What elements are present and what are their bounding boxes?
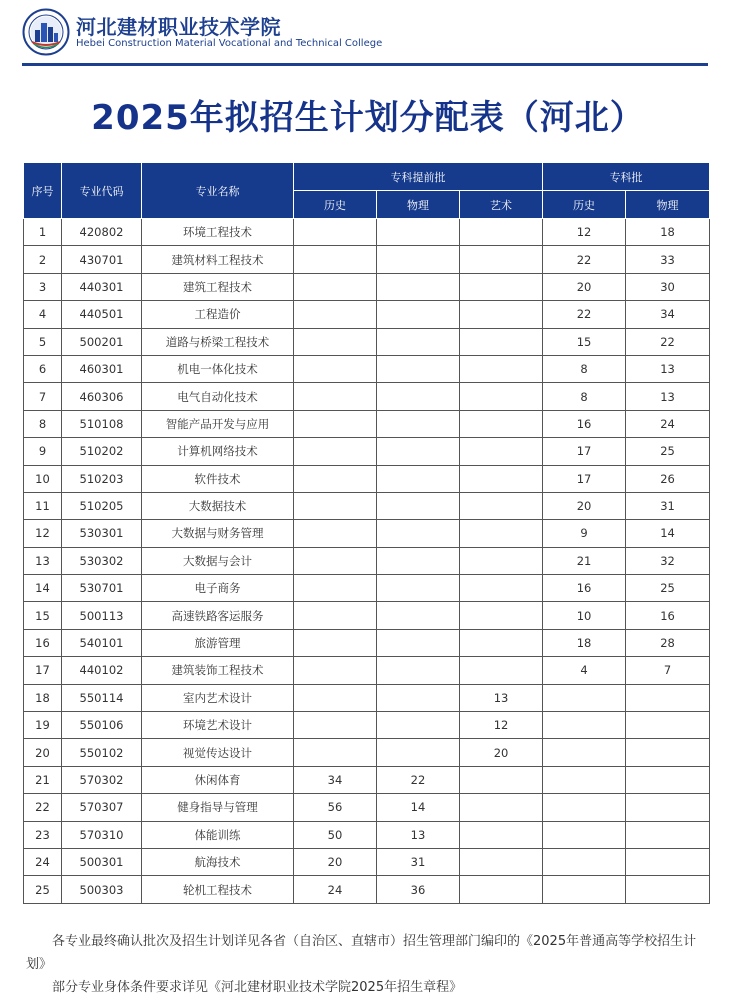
cell-early-art	[460, 848, 543, 875]
cell-code: 510108	[62, 410, 142, 437]
table-row	[24, 492, 710, 519]
cell-early-history	[294, 246, 377, 273]
table-row	[24, 848, 710, 875]
footnote-line-1: 各专业最终确认批次及招生计划详见各省（自治区、直辖市）招生管理部门编印的《2025年普通高等学校招生计划》	[26, 934, 697, 972]
cell-code: 510205	[62, 492, 142, 519]
cell-regular-physics: 28	[626, 629, 710, 656]
cell-early-history: 24	[294, 876, 377, 903]
cell-code: 550114	[62, 684, 142, 711]
cell-regular-physics	[626, 794, 710, 821]
cell-code: 500303	[62, 876, 142, 903]
cell-early-history	[294, 575, 377, 602]
cell-early-art	[460, 575, 543, 602]
cell-name: 体能训练	[142, 821, 294, 848]
cell-name: 健身指导与管理	[142, 794, 294, 821]
cell-code: 570302	[62, 766, 142, 793]
table-row	[24, 465, 710, 492]
table-row	[24, 547, 710, 574]
cell-code: 460306	[62, 383, 142, 410]
table-row	[24, 520, 710, 547]
cell-index: 20	[24, 739, 62, 766]
page-header	[0, 0, 736, 70]
cell-regular-history: 17	[543, 465, 626, 492]
cell-early-art	[460, 657, 543, 684]
cell-early-history	[294, 547, 377, 574]
cell-regular-physics: 34	[626, 301, 710, 328]
cell-early-art: 13	[460, 684, 543, 711]
cell-regular-history	[543, 739, 626, 766]
cell-code: 500301	[62, 848, 142, 875]
cell-code: 500113	[62, 602, 142, 629]
cell-code: 440501	[62, 301, 142, 328]
cell-index: 25	[24, 876, 62, 903]
cell-early-art	[460, 465, 543, 492]
cell-early-physics	[377, 438, 460, 465]
table-row	[24, 712, 710, 739]
cell-regular-physics: 32	[626, 547, 710, 574]
cell-early-physics	[377, 328, 460, 355]
table-row	[24, 575, 710, 602]
cell-regular-history: 8	[543, 383, 626, 410]
cell-regular-history: 4	[543, 657, 626, 684]
cell-early-physics	[377, 465, 460, 492]
cell-early-physics	[377, 520, 460, 547]
cell-name: 建筑材料工程技术	[142, 246, 294, 273]
table-row	[24, 410, 710, 437]
cell-index: 14	[24, 575, 62, 602]
cell-regular-history	[543, 684, 626, 711]
cell-index: 10	[24, 465, 62, 492]
enrollment-plan-table	[23, 162, 710, 904]
cell-index: 17	[24, 657, 62, 684]
cell-index: 3	[24, 273, 62, 300]
cell-early-physics	[377, 712, 460, 739]
header-divider	[22, 63, 708, 66]
cell-early-physics: 31	[377, 848, 460, 875]
cell-name: 旅游管理	[142, 629, 294, 656]
cell-regular-physics: 13	[626, 383, 710, 410]
table-row	[24, 246, 710, 273]
cell-early-art	[460, 438, 543, 465]
cell-regular-history: 21	[543, 547, 626, 574]
cell-regular-history: 20	[543, 492, 626, 519]
header-early-history: 历史	[294, 191, 377, 219]
cell-early-physics: 22	[377, 766, 460, 793]
school-name-cn: 河北建材职业技术学院	[76, 15, 281, 39]
cell-index: 6	[24, 355, 62, 382]
cell-regular-physics: 30	[626, 273, 710, 300]
cell-early-art	[460, 520, 543, 547]
cell-regular-history: 17	[543, 438, 626, 465]
cell-early-art: 12	[460, 712, 543, 739]
cell-early-history	[294, 520, 377, 547]
cell-name: 室内艺术设计	[142, 684, 294, 711]
footnotes	[26, 930, 714, 999]
cell-early-history	[294, 383, 377, 410]
cell-early-physics	[377, 301, 460, 328]
cell-index: 13	[24, 547, 62, 574]
cell-name: 航海技术	[142, 848, 294, 875]
cell-code: 440301	[62, 273, 142, 300]
cell-regular-history: 18	[543, 629, 626, 656]
school-name-en: Hebei Construction Material Vocational and Technical College	[76, 38, 383, 49]
header-name: 专业名称	[142, 163, 294, 219]
cell-index: 12	[24, 520, 62, 547]
cell-code: 530302	[62, 547, 142, 574]
cell-early-history	[294, 410, 377, 437]
cell-regular-history	[543, 794, 626, 821]
cell-regular-physics: 22	[626, 328, 710, 355]
cell-regular-history: 8	[543, 355, 626, 382]
cell-name: 大数据与财务管理	[142, 520, 294, 547]
cell-code: 550106	[62, 712, 142, 739]
cell-code: 530301	[62, 520, 142, 547]
cell-regular-history	[543, 766, 626, 793]
cell-name: 机电一体化技术	[142, 355, 294, 382]
cell-early-physics	[377, 383, 460, 410]
cell-name: 工程造价	[142, 301, 294, 328]
cell-early-history	[294, 465, 377, 492]
cell-early-history: 56	[294, 794, 377, 821]
cell-code: 500201	[62, 328, 142, 355]
cell-name: 环境工程技术	[142, 219, 294, 246]
cell-index: 24	[24, 848, 62, 875]
cell-early-physics	[377, 629, 460, 656]
cell-regular-history: 20	[543, 273, 626, 300]
cell-name: 轮机工程技术	[142, 876, 294, 903]
cell-early-physics	[377, 492, 460, 519]
cell-regular-physics: 26	[626, 465, 710, 492]
cell-early-history: 50	[294, 821, 377, 848]
cell-early-physics	[377, 219, 460, 246]
cell-early-history	[294, 657, 377, 684]
cell-regular-history: 16	[543, 410, 626, 437]
cell-code: 540101	[62, 629, 142, 656]
header-group-regular: 专科批	[543, 163, 710, 191]
cell-index: 7	[24, 383, 62, 410]
cell-early-history	[294, 219, 377, 246]
cell-regular-history	[543, 848, 626, 875]
cell-code: 460301	[62, 355, 142, 382]
table-row	[24, 301, 710, 328]
cell-index: 21	[24, 766, 62, 793]
cell-index: 2	[24, 246, 62, 273]
cell-regular-physics: 31	[626, 492, 710, 519]
cell-early-physics	[377, 547, 460, 574]
cell-early-physics	[377, 246, 460, 273]
cell-regular-physics: 33	[626, 246, 710, 273]
cell-early-physics	[377, 273, 460, 300]
cell-early-history	[294, 301, 377, 328]
header-regular-physics: 物理	[626, 191, 710, 219]
cell-early-art	[460, 876, 543, 903]
cell-index: 5	[24, 328, 62, 355]
table-row	[24, 629, 710, 656]
cell-index: 8	[24, 410, 62, 437]
cell-name: 道路与桥梁工程技术	[142, 328, 294, 355]
table-row	[24, 876, 710, 903]
cell-index: 22	[24, 794, 62, 821]
cell-name: 电子商务	[142, 575, 294, 602]
cell-index: 4	[24, 301, 62, 328]
header-early-physics: 物理	[377, 191, 460, 219]
cell-regular-physics: 25	[626, 575, 710, 602]
table-row	[24, 219, 710, 246]
table-row	[24, 273, 710, 300]
cell-early-history	[294, 273, 377, 300]
cell-name: 智能产品开发与应用	[142, 410, 294, 437]
header-regular-history: 历史	[543, 191, 626, 219]
cell-early-history	[294, 492, 377, 519]
cell-regular-physics: 24	[626, 410, 710, 437]
cell-regular-physics: 18	[626, 219, 710, 246]
cell-regular-history: 15	[543, 328, 626, 355]
table-row	[24, 328, 710, 355]
cell-early-art	[460, 410, 543, 437]
cell-regular-physics: 14	[626, 520, 710, 547]
table-row	[24, 602, 710, 629]
cell-regular-history: 22	[543, 301, 626, 328]
table-row	[24, 657, 710, 684]
cell-name: 计算机网络技术	[142, 438, 294, 465]
cell-early-art: 20	[460, 739, 543, 766]
cell-regular-physics	[626, 848, 710, 875]
cell-name: 电气自动化技术	[142, 383, 294, 410]
cell-early-history	[294, 328, 377, 355]
school-logo-icon	[22, 8, 70, 56]
cell-name: 建筑装饰工程技术	[142, 657, 294, 684]
cell-name: 高速铁路客运服务	[142, 602, 294, 629]
cell-regular-physics	[626, 821, 710, 848]
cell-index: 1	[24, 219, 62, 246]
cell-early-physics	[377, 575, 460, 602]
cell-name: 视觉传达设计	[142, 739, 294, 766]
cell-index: 23	[24, 821, 62, 848]
cell-early-physics	[377, 684, 460, 711]
cell-regular-history	[543, 821, 626, 848]
cell-regular-history	[543, 712, 626, 739]
cell-early-art	[460, 821, 543, 848]
cell-regular-physics: 16	[626, 602, 710, 629]
table-row	[24, 794, 710, 821]
cell-early-art	[460, 273, 543, 300]
cell-early-art	[460, 328, 543, 355]
table-row	[24, 739, 710, 766]
cell-early-art	[460, 629, 543, 656]
cell-early-physics	[377, 657, 460, 684]
cell-early-history	[294, 602, 377, 629]
cell-code: 530701	[62, 575, 142, 602]
cell-early-art	[460, 794, 543, 821]
table-row	[24, 355, 710, 382]
table-row	[24, 438, 710, 465]
cell-regular-physics: 7	[626, 657, 710, 684]
cell-early-history: 20	[294, 848, 377, 875]
cell-early-physics: 36	[377, 876, 460, 903]
cell-early-art	[460, 383, 543, 410]
cell-code: 570310	[62, 821, 142, 848]
cell-regular-physics: 13	[626, 355, 710, 382]
header-index: 序号	[24, 163, 62, 219]
cell-early-physics: 14	[377, 794, 460, 821]
cell-early-history: 34	[294, 766, 377, 793]
cell-regular-history: 12	[543, 219, 626, 246]
cell-regular-physics	[626, 766, 710, 793]
cell-index: 18	[24, 684, 62, 711]
table-row	[24, 383, 710, 410]
cell-code: 420802	[62, 219, 142, 246]
cell-early-art	[460, 246, 543, 273]
cell-index: 19	[24, 712, 62, 739]
cell-code: 550102	[62, 739, 142, 766]
cell-early-art	[460, 547, 543, 574]
cell-name: 休闲体育	[142, 766, 294, 793]
cell-name: 软件技术	[142, 465, 294, 492]
page-title: 2025年拟招生计划分配表（河北）	[91, 98, 645, 138]
cell-early-physics	[377, 602, 460, 629]
cell-early-physics: 13	[377, 821, 460, 848]
table-row	[24, 684, 710, 711]
cell-regular-history	[543, 876, 626, 903]
table-row	[24, 821, 710, 848]
cell-regular-history: 22	[543, 246, 626, 273]
footnote-line-2: 部分专业身体条件要求详见《河北建材职业技术学院2025年招生章程》	[52, 980, 463, 995]
cell-regular-history: 16	[543, 575, 626, 602]
cell-code: 510202	[62, 438, 142, 465]
cell-regular-physics	[626, 876, 710, 903]
cell-regular-physics	[626, 712, 710, 739]
cell-early-art	[460, 766, 543, 793]
cell-name: 大数据与会计	[142, 547, 294, 574]
cell-early-history	[294, 684, 377, 711]
cell-code: 440102	[62, 657, 142, 684]
cell-regular-physics	[626, 684, 710, 711]
cell-early-physics	[377, 355, 460, 382]
cell-index: 15	[24, 602, 62, 629]
cell-code: 510203	[62, 465, 142, 492]
header-early-art: 艺术	[460, 191, 543, 219]
cell-name: 环境艺术设计	[142, 712, 294, 739]
cell-early-history	[294, 355, 377, 382]
header-group-early: 专科提前批	[294, 163, 543, 191]
cell-early-physics	[377, 739, 460, 766]
cell-regular-physics: 25	[626, 438, 710, 465]
cell-early-history	[294, 438, 377, 465]
table-body	[24, 219, 710, 904]
cell-early-art	[460, 219, 543, 246]
cell-early-history	[294, 712, 377, 739]
cell-name: 大数据技术	[142, 492, 294, 519]
table-row	[24, 766, 710, 793]
cell-index: 11	[24, 492, 62, 519]
cell-index: 9	[24, 438, 62, 465]
cell-early-art	[460, 602, 543, 629]
cell-early-history	[294, 739, 377, 766]
cell-early-art	[460, 355, 543, 382]
cell-code: 430701	[62, 246, 142, 273]
cell-regular-physics	[626, 739, 710, 766]
cell-early-art	[460, 492, 543, 519]
cell-early-art	[460, 301, 543, 328]
cell-name: 建筑工程技术	[142, 273, 294, 300]
cell-regular-history: 10	[543, 602, 626, 629]
cell-code: 570307	[62, 794, 142, 821]
cell-early-history	[294, 629, 377, 656]
header-code: 专业代码	[62, 163, 142, 219]
cell-regular-history: 9	[543, 520, 626, 547]
cell-index: 16	[24, 629, 62, 656]
cell-early-physics	[377, 410, 460, 437]
